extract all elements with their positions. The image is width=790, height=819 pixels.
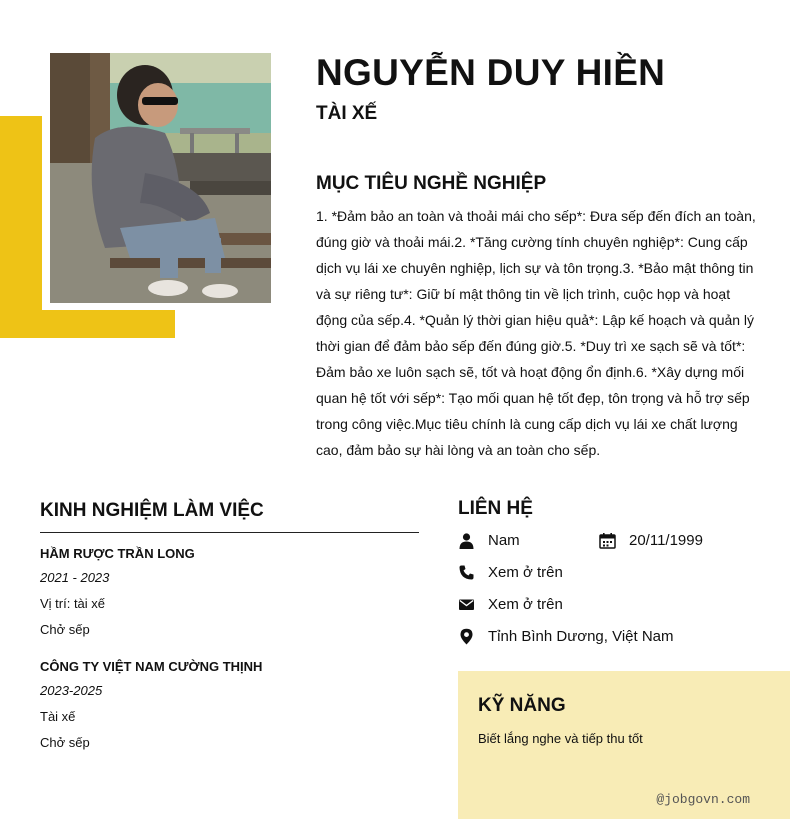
profile-photo bbox=[50, 53, 271, 303]
phone-value: Xem ở trên bbox=[488, 563, 563, 581]
job-title: TÀI XẾ bbox=[316, 103, 378, 124]
objective-text: 1. *Đảm bảo an toàn và thoải mái cho sếp*: Đưa sếp đến đích an toàn, đúng giờ và thoải mái.2. *Tăng cường tính chuyên nghiệp*: Cung cấp dịch vụ lái xe chuyên nghiệp, lịch sự và tôn trọng.3. *Bảo mật thông tin và sự riêng tư*: Giữ bí mật thông tin về lịch trình, cuộc họp và hoạt động của sếp.4. *Quản lý thời gian hiệu quả*: Lập kế hoạch và quản lý thời gian để đảm bảo sếp đến đúng giờ.5. *Duy trì xe sạch sẽ và tốt*: Đảm bảo xe luôn sạch sẽ, tốt và hoạt động ổn định.6. *Xây dựng mối quan hệ tốt với sếp*: Tạo mối quan hệ tốt đẹp, tôn trọng và hỗ trợ sếp trong công việc.Mục tiêu chính là cung cấp dịch vụ lái xe chất lượng cao, đảm bảo sự hài lòng và an toàn cho sếp. bbox=[316, 208, 756, 458]
objective-heading: MỤC TIÊU NGHỀ NGHIỆP bbox=[316, 173, 547, 194]
contact-email bbox=[458, 592, 563, 616]
skills-section bbox=[458, 671, 790, 819]
mail-icon bbox=[458, 596, 475, 613]
experience-detail: Chở sếp bbox=[40, 622, 90, 637]
person-icon bbox=[458, 532, 475, 549]
profile-photo-frame bbox=[42, 45, 279, 310]
phone-icon bbox=[458, 564, 475, 581]
calendar-icon bbox=[599, 532, 616, 549]
address-value: Tỉnh Bình Dương, Việt Nam bbox=[488, 627, 674, 645]
experience-detail: Vị trí: tài xế bbox=[40, 596, 106, 611]
experience-detail: Chở sếp bbox=[40, 735, 90, 750]
experience-period: 2023-2025 bbox=[40, 683, 103, 698]
email-value: Xem ở trên bbox=[488, 595, 563, 613]
contact-phone bbox=[458, 560, 563, 584]
experience-company: HẦM RƯỢC TRẦN LONG bbox=[40, 546, 195, 561]
skills-heading: KỸ NĂNG bbox=[478, 695, 566, 716]
contact-heading: LIÊN HỆ bbox=[458, 498, 533, 519]
location-pin-icon bbox=[458, 628, 475, 645]
contact-address bbox=[458, 624, 674, 648]
contact-birthdate bbox=[599, 528, 703, 552]
candidate-name: NGUYỄN DUY HIỀN bbox=[316, 52, 666, 93]
skills-text: Biết lắng nghe và tiếp thu tốt bbox=[478, 731, 643, 746]
experience-item bbox=[40, 656, 420, 756]
experience-period: 2021 - 2023 bbox=[40, 570, 110, 585]
gender-value: Nam bbox=[488, 531, 520, 549]
experience-company: CÔNG TY VIỆT NAM CƯỜNG THỊNH bbox=[40, 659, 263, 674]
watermark: @jobgovn.com bbox=[656, 792, 750, 807]
birthdate-value: 20/11/1999 bbox=[629, 531, 703, 549]
experience-divider bbox=[40, 532, 419, 533]
contact-gender bbox=[458, 528, 520, 552]
experience-heading: KINH NGHIỆM LÀM VIỆC bbox=[40, 500, 264, 521]
experience-item bbox=[40, 543, 420, 643]
experience-detail: Tài xế bbox=[40, 709, 76, 724]
